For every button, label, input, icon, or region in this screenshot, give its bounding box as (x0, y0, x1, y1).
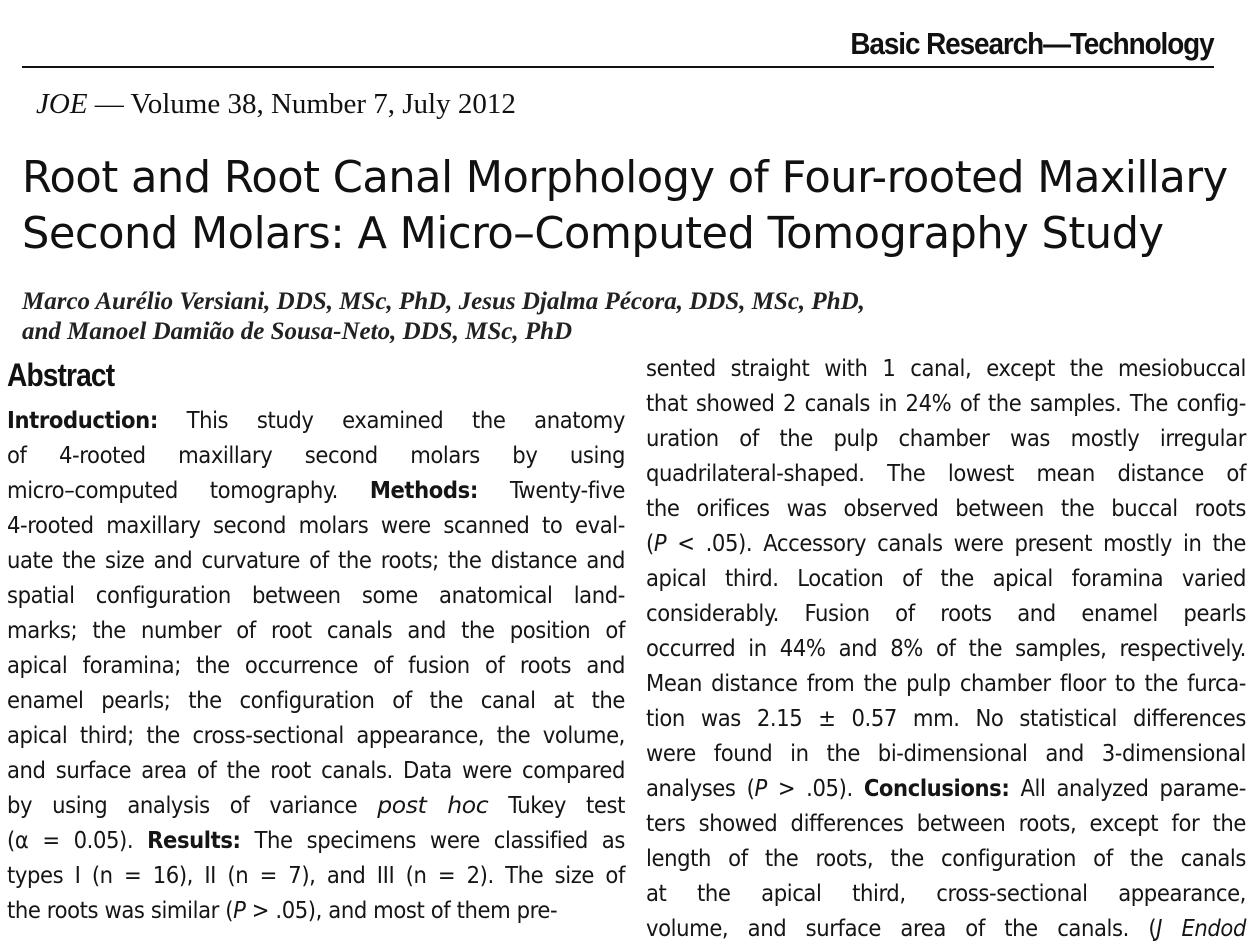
abstract-line: quadrilateral-shaped. The lowest mean distance of (646, 459, 1246, 487)
abstract-line: that showed 2 canals in 24% of the samples. The config- (646, 389, 1246, 417)
abstract-line (7, 403, 625, 438)
abstract-line (7, 893, 625, 928)
abstract-text: > .05), and most of them pre- (245, 896, 558, 924)
abstract-line: 4-rooted maxillary second molars were scanned to eval- (7, 511, 625, 539)
abstract-heading: Abstract (7, 357, 115, 393)
title-line: Root and Root Canal Morphology of Four-rooted Maxillary (22, 152, 1228, 203)
abstract-line (7, 823, 625, 858)
abstract-line (7, 473, 625, 508)
abstract-text: The specimens were classified as (254, 826, 625, 854)
abstract-line: considerably. Fusion of roots and enamel pearls (646, 599, 1246, 627)
abstract-left-column (7, 403, 625, 928)
abstract-text: Tukey test (508, 791, 625, 819)
abstract-line: Mean distance from the pulp chamber floor to the furca- (646, 669, 1246, 697)
abstract-line: the orifices was observed between the buccal roots (646, 494, 1246, 522)
journal-name: JOE (36, 88, 88, 120)
author-line: Marco Aurélio Versiani, DDS, MSc, PhD, Jesus Djalma Pécora, DDS, MSc, PhD, (22, 288, 865, 315)
abstract-line: at the apical third, cross-sectional appearance, (646, 879, 1246, 907)
abstract-line (646, 911, 1246, 946)
introduction-label: Introduction: (7, 406, 158, 434)
conclusions-label: Conclusions: (863, 774, 1010, 802)
abstract-line: were found in the bi-dimensional and 3-dimensional (646, 739, 1246, 767)
abstract-line: types I (n = 16), II (n = 7), and III (n = 2). The size of (7, 861, 625, 889)
header-rule (22, 66, 1214, 68)
abstract-text: This study examined the anatomy (186, 406, 625, 434)
abstract-text: the roots was similar ( (7, 896, 234, 924)
abstract-line: ters showed differences between roots, except for the (646, 809, 1246, 837)
abstract-text: ( (646, 529, 654, 557)
abstract-text: volume, and surface area of the canals. ( (646, 914, 1157, 942)
abstract-line: apical third; the cross-sectional appearance, the volume, (7, 721, 625, 749)
abstract-line: length of the roots, the configuration of the canals (646, 844, 1246, 872)
author-line: and Manoel Damião de Sousa-Neto, DDS, MSc, PhD (22, 318, 573, 345)
author-list (22, 287, 1122, 347)
abstract-text: micro–computed tomography. (7, 476, 338, 504)
abstract-text: by using analysis of variance (7, 791, 358, 819)
abstract-line: tion was 2.15 ± 0.57 mm. No statistical differences (646, 704, 1246, 732)
abstract-right-column (646, 351, 1246, 946)
abstract-line: spatial configuration between some anatomical land- (7, 581, 625, 609)
post-hoc-term: post hoc (377, 791, 489, 819)
section-heading: Basic Research—Technology (850, 26, 1214, 61)
title-line: Second Molars: A Micro–Computed Tomography Study (22, 208, 1164, 259)
abstract-line: apical third. Location of the apical foramina varied (646, 564, 1246, 592)
abstract-line (7, 788, 625, 823)
abstract-line: apical foramina; the occurrence of fusion of roots and (7, 651, 625, 679)
p-value-symbol: P (233, 896, 246, 924)
citation-journal: J Endod (1156, 914, 1246, 942)
abstract-line (646, 771, 1246, 806)
abstract-text: > .05). (766, 774, 853, 802)
abstract-text: analyses ( (646, 774, 755, 802)
abstract-text: (α = 0.05). (7, 826, 134, 854)
abstract-line: sented straight with 1 canal, except the mesiobuccal (646, 354, 1246, 382)
article-title (22, 150, 1228, 262)
abstract-line: uration of the pulp chamber was mostly irregular (646, 424, 1246, 452)
abstract-text: Twenty-five (509, 476, 625, 504)
abstract-line: and surface area of the root canals. Data were compared (7, 756, 625, 784)
abstract-line: occurred in 44% and 8% of the samples, respectively. (646, 634, 1246, 662)
p-value-symbol: P (754, 774, 767, 802)
abstract-text: < .05). Accessory canals were present mostly in the (666, 529, 1246, 557)
journal-citation (36, 88, 516, 121)
abstract-line: of 4-rooted maxillary second molars by using (7, 441, 625, 469)
journal-issue: — Volume 38, Number 7, July 2012 (94, 88, 516, 120)
methods-label: Methods: (369, 476, 478, 504)
abstract-text: All analyzed parame- (1020, 774, 1247, 802)
abstract-line: marks; the number of root canals and the position of (7, 616, 625, 644)
p-value-symbol: P (653, 529, 667, 557)
abstract-line: enamel pearls; the configuration of the canal at the (7, 686, 625, 714)
results-label: Results: (147, 826, 241, 854)
abstract-line (646, 526, 1246, 561)
abstract-line: uate the size and curvature of the roots; the distance and (7, 546, 625, 574)
